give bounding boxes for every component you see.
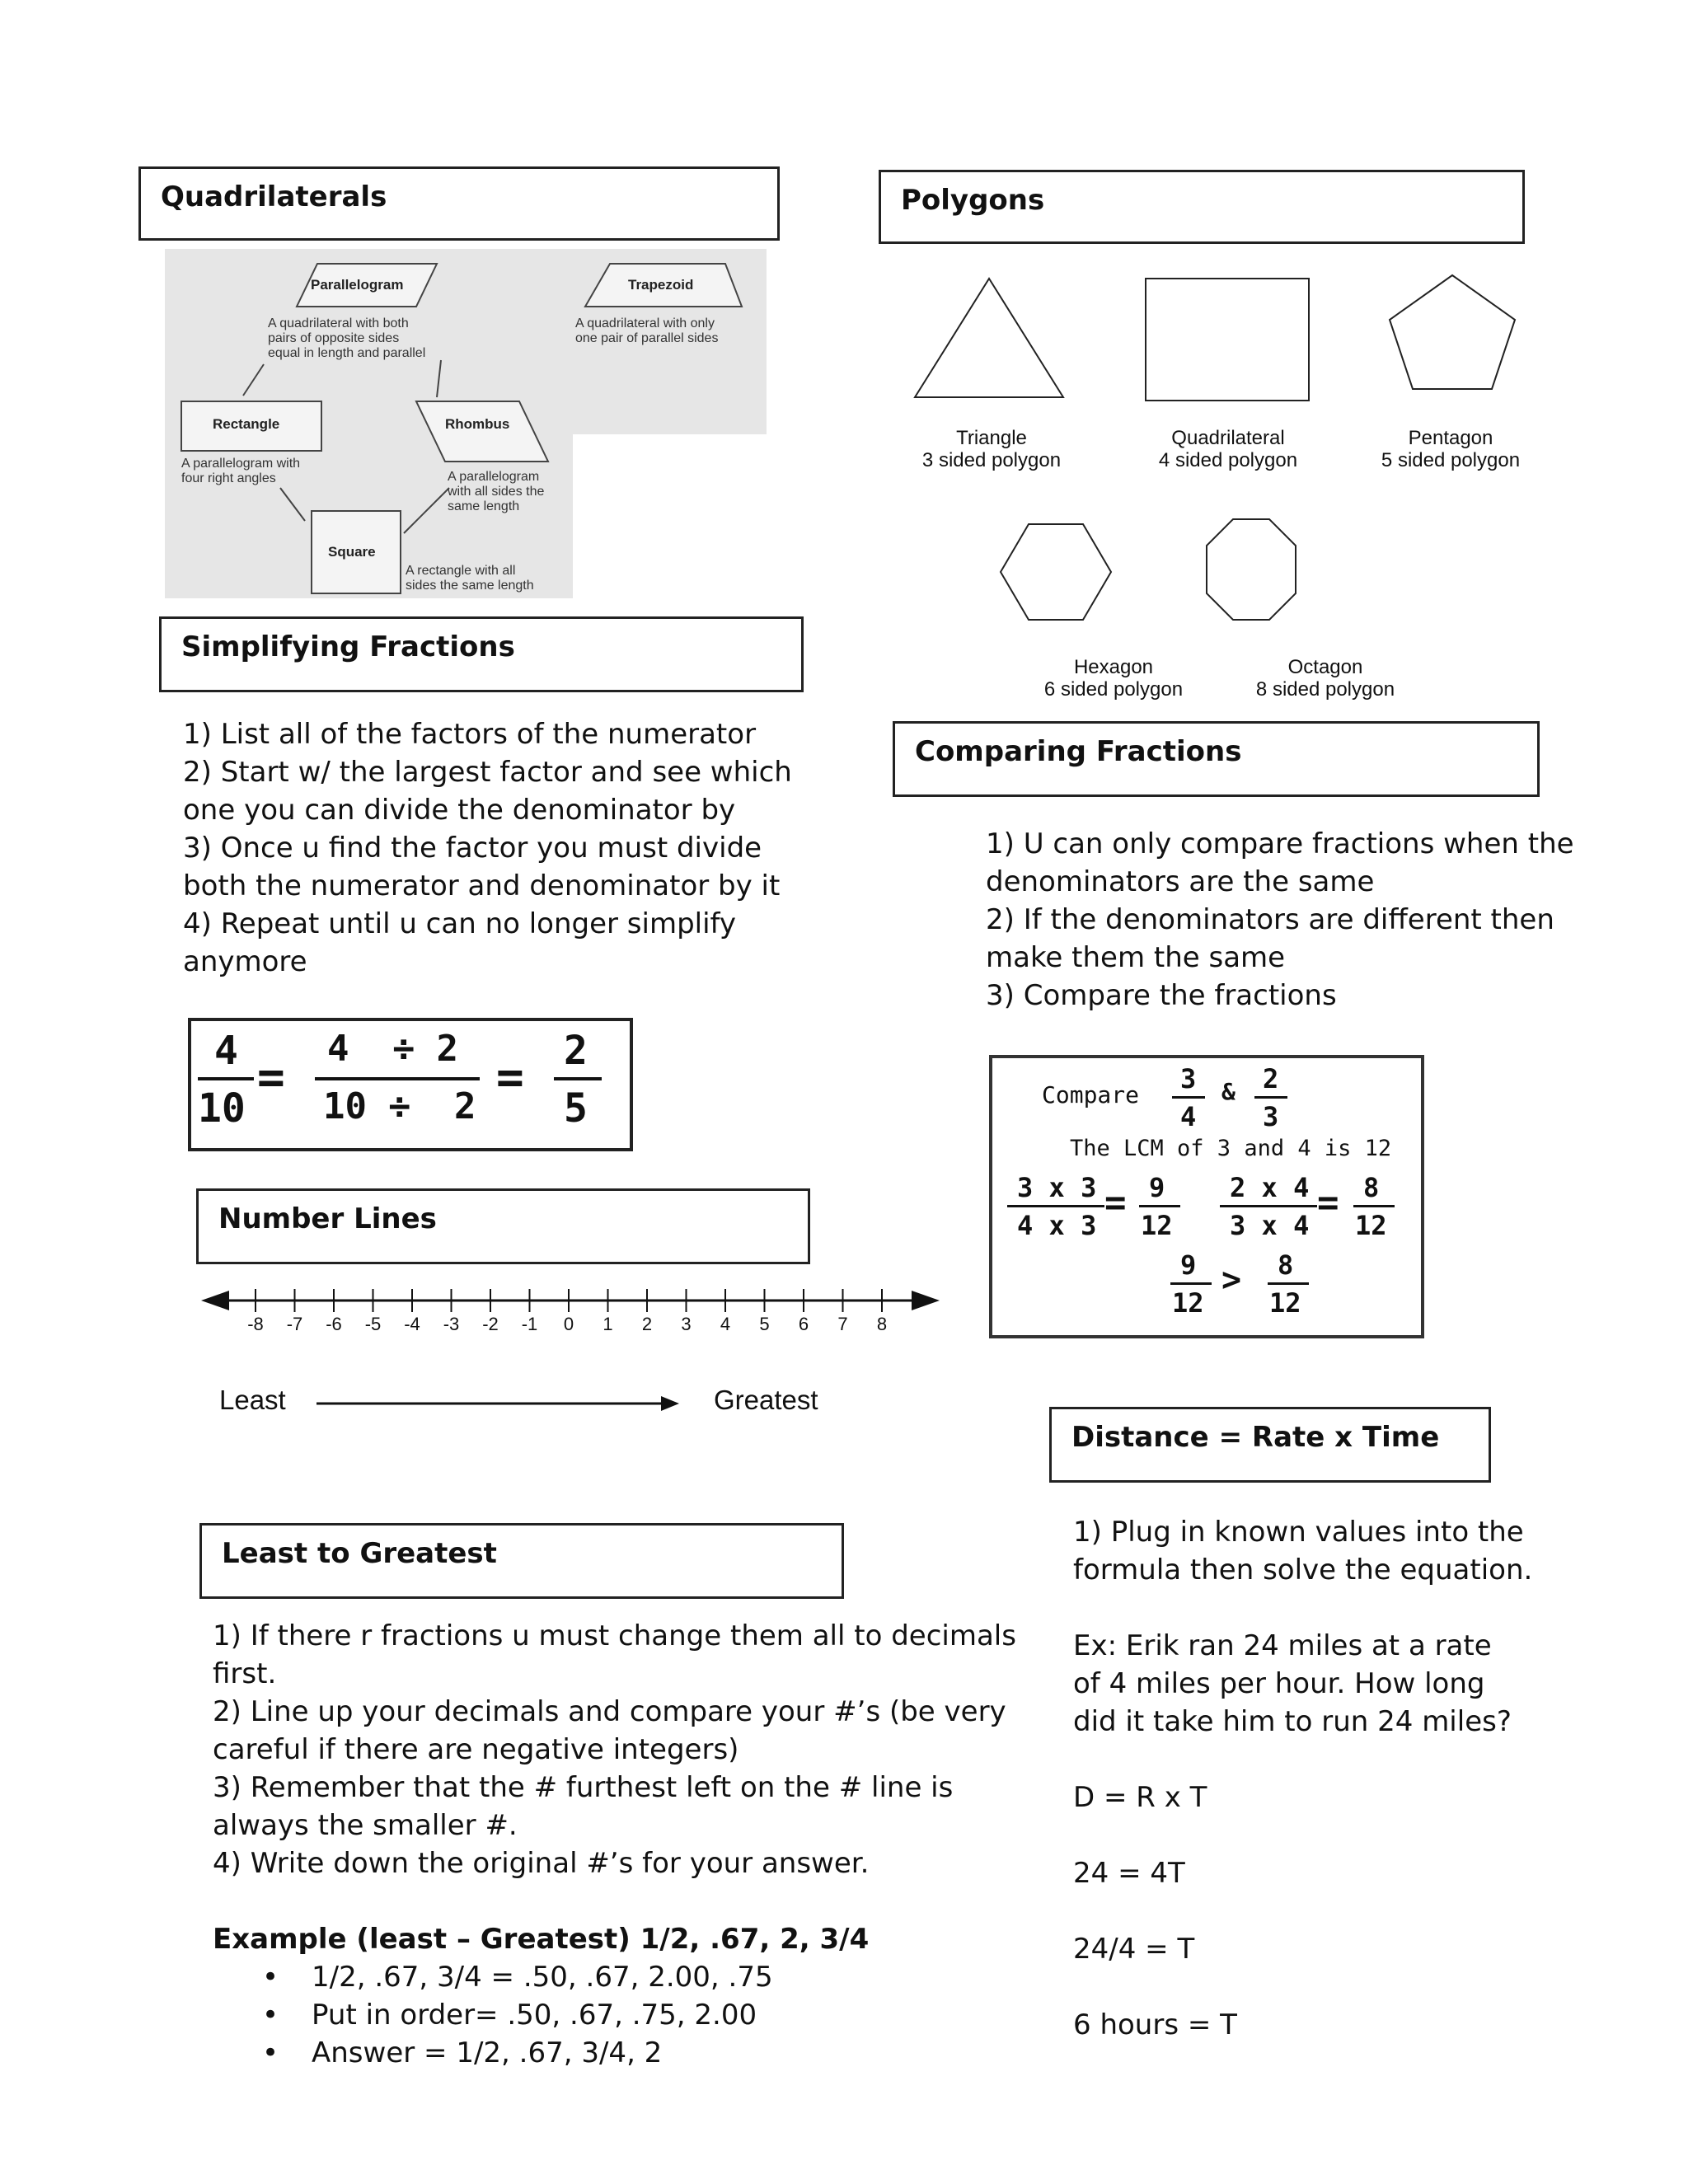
simplifying-heading: Simplifying Fractions — [181, 630, 515, 663]
simplifying-line: 1) List all of the factors of the numerator — [183, 718, 757, 751]
distance-line: did it take him to run 24 miles? — [1073, 1705, 1512, 1738]
hexagon-shape — [1043, 511, 1085, 577]
simplifying-line: one you can divide the denominator by — [183, 794, 736, 827]
number-line-tick-label: -8 — [247, 1314, 264, 1334]
rhombus-desc-2: with all sides the — [448, 485, 545, 499]
least-greatest-line: always the smaller #. — [213, 1809, 518, 1842]
parallelogram-desc-1: A quadrilateral with both — [268, 316, 409, 330]
quadrilaterals-heading: Quadrilaterals — [161, 180, 387, 213]
least-greatest-arrow — [316, 1391, 679, 1416]
least-greatest-line: 1) If there r fractions u must change them all to decimals — [213, 1619, 1016, 1652]
compare-a-rn: 9 — [1149, 1172, 1165, 1203]
number-lines-heading: Number Lines — [218, 1202, 437, 1235]
compare-b-rd: 12 — [1355, 1210, 1387, 1241]
octagon-name: Octagon — [1287, 656, 1363, 678]
distance-line — [1073, 1892, 1532, 1930]
simplifying-line: anymore — [183, 945, 307, 978]
distance-line — [1073, 1589, 1532, 1627]
number-line-tick-label: 5 — [759, 1314, 770, 1334]
compare-b-num: 2 x 4 — [1230, 1172, 1310, 1203]
least-label: Least — [219, 1385, 286, 1415]
compare-c-rd: 12 — [1269, 1287, 1301, 1319]
distance-line: Ex: Erik ran 24 miles at a rate — [1073, 1629, 1492, 1662]
distance-line: D = R x T — [1073, 1781, 1207, 1814]
compare-f1n: 3 — [1180, 1063, 1197, 1094]
number-line-tick-label: -7 — [286, 1314, 303, 1334]
number-line-tick-label: 7 — [837, 1314, 848, 1334]
comparing-line: make them the same — [986, 941, 1286, 974]
bullet-item — [262, 1958, 773, 1996]
pentagon-sides: 5 sided polygon — [1381, 449, 1521, 471]
compare-a-den: 4 x 3 — [1017, 1210, 1097, 1241]
number-line-tick-label: 4 — [720, 1314, 731, 1334]
least-greatest-line: 4) Write down the original #’s for your answer. — [213, 1847, 870, 1880]
number-line-tick-label: 3 — [681, 1314, 692, 1334]
bullet-item — [262, 1996, 773, 2034]
parallelogram-desc-3: equal in length and parallel — [268, 346, 426, 360]
bullet-icon: • — [262, 1999, 279, 2032]
bullet-text: Answer = 1/2, .67, 3/4, 2 — [312, 2036, 663, 2069]
example-n1: 4 — [214, 1028, 238, 1074]
distance-line: 6 hours = T — [1073, 2008, 1237, 2041]
number-line-tick-label: 8 — [876, 1314, 888, 1334]
number-line-tick-label: 6 — [798, 1314, 809, 1334]
compare-label: Compare — [1042, 1081, 1140, 1108]
spacer — [213, 1882, 1016, 1920]
comparing-line: 3) Compare the fractions — [986, 979, 1337, 1012]
distance-line: 24 = 4T — [1073, 1857, 1185, 1890]
polygons-heading-box — [879, 170, 1525, 244]
octagon-sides: 8 sided polygon — [1255, 678, 1395, 701]
compare-f2d: 3 — [1263, 1101, 1279, 1132]
compare-b-eq: = — [1317, 1182, 1339, 1224]
compare-a-rd: 12 — [1141, 1210, 1173, 1241]
triangle-caption — [876, 427, 1107, 471]
quadrilaterals-diagram — [165, 249, 767, 598]
parallelogram-label: Parallelogram — [311, 277, 404, 293]
quadrilateral-shape — [1146, 279, 1309, 401]
number-lines-heading-box — [196, 1188, 810, 1264]
comparing-heading: Comparing Fractions — [915, 735, 1242, 768]
distance-line — [1073, 1816, 1532, 1854]
compare-f1d: 4 — [1180, 1101, 1197, 1132]
least-greatest-example-title: Example (least – Greatest) 1/2, .67, 2, 3/4 — [213, 1923, 870, 1956]
quadrilateral-sides: 4 sided polygon — [1158, 449, 1298, 471]
rhombus-label: Rhombus — [445, 416, 510, 432]
hexagon-caption — [998, 656, 1229, 701]
bullet-item — [262, 2034, 773, 2072]
least-greatest-steps — [213, 1617, 1016, 1958]
compare-b-rn: 8 — [1363, 1172, 1380, 1203]
number-line-tick-label: 1 — [603, 1314, 613, 1334]
compare-c-rn: 8 — [1278, 1249, 1294, 1281]
example-d2: 10 ÷ 2 — [323, 1085, 476, 1127]
distance-line: 24/4 = T — [1073, 1933, 1195, 1966]
number-line-tick-label: -5 — [364, 1314, 382, 1334]
distance-line: 1) Plug in known values into the — [1073, 1516, 1524, 1549]
example-n3: 2 — [564, 1028, 588, 1074]
simplifying-steps — [183, 715, 792, 981]
least-greatest-line: 2) Line up your decimals and compare your #’s (be very — [213, 1695, 1006, 1728]
number-line-tick-label: 0 — [563, 1314, 574, 1334]
number-line — [201, 1286, 940, 1337]
simplifying-line: both the numerator and denominator by it — [183, 869, 781, 902]
rhombus-desc-1: A parallelogram — [448, 470, 540, 484]
pentagon-caption — [1335, 427, 1566, 471]
least-greatest-bullets — [262, 1958, 773, 2072]
simplifying-line: 2) Start w/ the largest factor and see which — [183, 756, 792, 789]
simplifying-line: 3) Once u find the factor you must divide — [183, 832, 762, 865]
example-eq2: = — [496, 1051, 524, 1104]
quadrilateral-name: Quadrilateral — [1171, 427, 1285, 449]
quadrilateral-caption — [1113, 427, 1343, 471]
triangle-sides: 3 sided polygon — [921, 449, 1062, 471]
hexagon-name: Hexagon — [1073, 656, 1154, 678]
example-d3: 5 — [564, 1085, 588, 1132]
number-line-tick-label: -1 — [521, 1314, 538, 1334]
number-line-tick-label: -3 — [443, 1314, 460, 1334]
simplifying-line: 4) Repeat until u can no longer simplify — [183, 907, 737, 940]
hexagon-sides: 6 sided polygon — [1043, 678, 1184, 701]
distance-content — [1073, 1513, 1532, 2044]
triangle-shape — [915, 279, 1063, 397]
compare-lcm: The LCM of 3 and 4 is 12 — [1070, 1136, 1392, 1161]
distance-line: formula then solve the equation. — [1073, 1554, 1533, 1586]
least-greatest-line: careful if there are negative integers) — [213, 1733, 739, 1766]
example-eq1: = — [257, 1051, 285, 1104]
comparing-line: 2) If the denominators are different then — [986, 903, 1554, 936]
greatest-label: Greatest — [714, 1385, 818, 1415]
compare-c-gt: > — [1221, 1261, 1242, 1299]
triangle-name: Triangle — [956, 427, 1027, 449]
bullet-icon: • — [262, 2036, 279, 2069]
compare-b-den: 3 x 4 — [1230, 1210, 1310, 1241]
rhombus-desc-3: same length — [448, 499, 520, 513]
bullet-icon: • — [262, 1961, 279, 1994]
pentagon-name: Pentagon — [1408, 427, 1493, 449]
polygons-heading: Polygons — [901, 184, 1045, 217]
simplifying-heading-box — [159, 616, 804, 692]
compare-amp: & — [1221, 1078, 1236, 1105]
example-n2: 4 ÷ 2 — [327, 1028, 458, 1070]
square-desc-1: A rectangle with all — [406, 564, 516, 578]
compare-c-ld: 12 — [1172, 1287, 1204, 1319]
rectangle-label: Rectangle — [213, 416, 280, 432]
comparing-example — [989, 1055, 1424, 1338]
square-desc-2: sides the same length — [406, 579, 534, 593]
distance-line: of 4 miles per hour. How long — [1073, 1667, 1485, 1700]
example-d1: 10 — [198, 1085, 246, 1132]
compare-c-ln: 9 — [1180, 1249, 1197, 1281]
rectangle-desc-1: A parallelogram with — [181, 457, 301, 471]
number-line-tick-label: 2 — [641, 1314, 653, 1334]
least-greatest-heading: Least to Greatest — [222, 1537, 497, 1570]
bullet-text: Put in order= .50, .67, .75, 2.00 — [312, 1999, 757, 2032]
distance-line — [1073, 1741, 1532, 1779]
distance-heading: Distance = Rate x Time — [1071, 1421, 1440, 1454]
number-line-tick-label: -4 — [404, 1314, 420, 1334]
least-greatest-line: first. — [213, 1657, 277, 1690]
pentagon-shape — [1390, 275, 1515, 389]
trapezoid-desc-2: one pair of parallel sides — [575, 331, 719, 345]
number-line-tick-label: -6 — [326, 1314, 342, 1334]
parallelogram-desc-2: pairs of opposite sides — [268, 331, 400, 345]
least-greatest-heading-box — [199, 1523, 844, 1599]
comparing-heading-box — [893, 721, 1540, 797]
square-label: Square — [328, 544, 376, 560]
compare-a-eq: = — [1104, 1182, 1127, 1224]
comparing-steps — [986, 825, 1574, 1015]
least-greatest-line: 3) Remember that the # furthest left on the # line is — [213, 1771, 954, 1804]
distance-heading-box — [1049, 1407, 1491, 1483]
comparing-line: denominators are the same — [986, 865, 1375, 898]
compare-a-num: 3 x 3 — [1017, 1172, 1097, 1203]
trapezoid-desc-1: A quadrilateral with only — [575, 316, 715, 330]
distance-line — [1073, 1968, 1532, 2006]
comparing-line: 1) U can only compare fractions when the — [986, 827, 1574, 860]
rectangle-desc-2: four right angles — [181, 471, 276, 485]
number-line-tick-label: -2 — [482, 1314, 499, 1334]
compare-f2n: 2 — [1263, 1063, 1279, 1094]
trapezoid-label: Trapezoid — [628, 277, 694, 293]
octagon-caption — [1210, 656, 1441, 701]
simplifying-example — [188, 1018, 633, 1151]
bullet-text: 1/2, .67, 3/4 = .50, .67, 2.00, .75 — [312, 1961, 773, 1994]
octagon-shape — [1207, 519, 1296, 620]
quadrilaterals-heading-box — [138, 166, 780, 241]
